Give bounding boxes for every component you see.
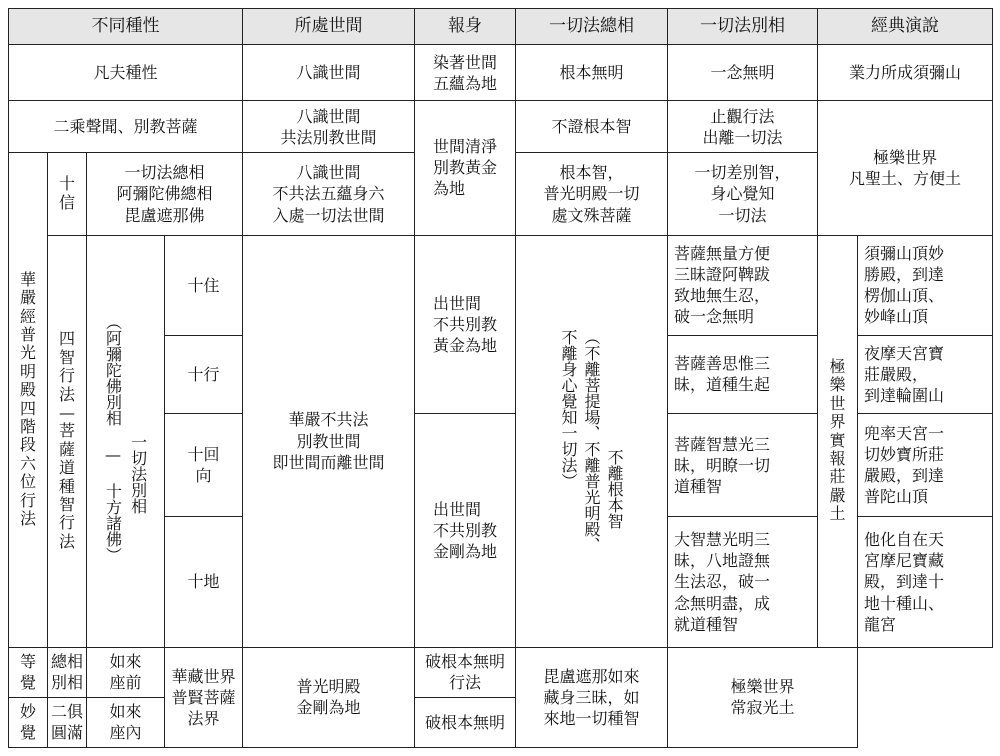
header-body: 報身	[415, 9, 516, 45]
fanfu-world: 八識世間	[243, 45, 415, 101]
fanfu-scripture: 業力所成須彌山	[818, 45, 993, 101]
ercheng-scripture: 極樂世界 凡聖土、方便土	[818, 101, 993, 235]
sizhi-aspect	[102, 314, 148, 563]
header-row	[9, 9, 993, 45]
distinct-shixing: 菩薩善思惟三 昧，道種生起	[668, 335, 818, 413]
sizhi-total	[558, 329, 625, 553]
stage-shizhu: 十住	[165, 235, 243, 335]
fanfu-total: 根本無明	[516, 45, 668, 101]
dengjue-scripture: 極樂世界 常寂光土	[668, 647, 858, 747]
sizhi-scripture-label: 極 樂 世 界 實 報 莊 嚴 土	[829, 357, 846, 524]
fanfu-body: 染著世間 五蘊為地	[415, 45, 516, 101]
row-shizhu	[9, 235, 993, 335]
row-ercheng	[9, 101, 993, 153]
scripture-shihuixiang: 兜率天宮一 切妙寶所莊 嚴殿，到達 普陀山頂	[858, 414, 993, 517]
ercheng-body: 世間清淨 別教黃金 為地	[432, 137, 497, 199]
header-scripture: 經典演說	[818, 9, 993, 45]
ercheng-body-cell	[415, 101, 516, 235]
sizhi-aspect-sub: （阿彌陀佛別相 — 十方諸佛）	[103, 314, 123, 564]
sizhi-aspect-main: 一切法別相	[128, 434, 148, 515]
miaojue-stage: 妙 覺	[9, 697, 48, 747]
sizhi-body-a-cell	[415, 235, 516, 413]
row-dengjue	[9, 647, 993, 697]
row-fanfu	[9, 45, 993, 101]
header-nature: 不同種性	[9, 9, 243, 45]
sizhi-body-b-cell	[415, 414, 516, 648]
distinct-shizhu: 菩薩無量方便 三昧證阿鞞跋 致地無生忍， 破一念無明	[668, 235, 818, 335]
ercheng-nature: 二乘聲聞、別教菩薩	[9, 101, 243, 153]
header-world: 所處世間	[243, 9, 415, 45]
miaojue-total: 破根本無明	[415, 697, 516, 747]
sizhi-label-cell	[48, 235, 87, 647]
ercheng-distinct: 止觀行法 出離一切法	[668, 101, 818, 153]
sizhi-label: 四 智 行 法 — 菩 薩 道 種 智 行 法	[58, 329, 75, 551]
header-distinct-aspect: 一切法別相	[668, 9, 818, 45]
comparison-table	[8, 8, 993, 748]
header-total-aspect: 一切法總相	[516, 9, 668, 45]
miaojue-seat: 如來 座內	[87, 697, 165, 747]
dengjue-distinct: 毘盧遮那如來 藏身三昧，如 來地一切種智	[516, 647, 668, 747]
sizhi-world: 華嚴不共法 別教世間 即世間而離世間	[243, 235, 415, 647]
ercheng-world: 八識世間 共法別教世間	[243, 101, 415, 153]
huayan-label: 華 嚴 經 普 光 明 殿 四 階 段 六 位 行 法	[19, 269, 36, 528]
dengjue-body: 普光明殿 金剛為地	[243, 647, 415, 747]
sizhi-scripture-label-cell	[818, 235, 858, 647]
scripture-shidi: 他化自在天 宮摩尼寶藏 殿，到達十 地十種山、 龍宮	[858, 517, 993, 647]
stage-shixing: 十行	[165, 335, 243, 413]
sizhi-total-line3: 不離身心覺知一切法）	[558, 329, 578, 490]
fanfu-nature: 凡夫種性	[9, 45, 243, 101]
scripture-shizhu: 須彌山頂妙 勝殿，到達 楞伽山頂、 妙峰山頂	[858, 235, 993, 335]
fanfu-distinct: 一念無明	[668, 45, 818, 101]
scripture-shixing: 夜摩天宮寶 莊嚴殿， 到達輪圍山	[858, 335, 993, 413]
sizhi-total-line1: 不離根本智	[605, 449, 625, 530]
dengjue-world: 華藏世界 普賢菩薩法界	[165, 647, 243, 747]
miaojue-aspect: 二俱 圓滿	[48, 697, 87, 747]
stage-shihuixiang: 十回 向	[165, 414, 243, 517]
shixin-total: 根本智， 普光明殿一切 處文殊菩薩	[516, 153, 668, 235]
shixin-stage-cell	[48, 153, 87, 235]
shixin-distinct: 一切差別智， 身心覺知 一切法	[668, 153, 818, 235]
sizhi-body-a: 出世間 不共別教 黃金為地	[432, 293, 497, 355]
dengjue-stage: 等 覺	[9, 647, 48, 697]
distinct-shihuixiang: 菩薩智慧光三 昧，明瞭一切 道種智	[668, 414, 818, 517]
distinct-shidi: 大智慧光明三 昧，八地證無 生法忍，破一 念無明盡，成 就道種智	[668, 517, 818, 647]
stage-shidi: 十地	[165, 517, 243, 647]
shixin-world: 八識世間 不共法五蘊身六 入處一切法世間	[243, 153, 415, 235]
ercheng-total: 不證根本智	[516, 101, 668, 153]
sizhi-total-line2: （不離菩提場、不離普光明殿、	[582, 329, 602, 554]
shixin-aspect: 一切法總相 阿彌陀佛總相 毘盧遮那佛	[87, 153, 243, 235]
shixin-stage: 十 信	[58, 174, 75, 212]
dengjue-total: 破根本無明 行法	[415, 647, 516, 697]
dengjue-aspect: 總相 別相	[48, 647, 87, 697]
huayan-label-cell	[9, 153, 48, 647]
sizhi-body-b: 出世間 不共別教 金剛為地	[432, 499, 497, 561]
dengjue-seat: 如來 座前	[87, 647, 165, 697]
sizhi-total-cell	[516, 235, 668, 647]
sizhi-aspect-cell	[87, 235, 165, 647]
